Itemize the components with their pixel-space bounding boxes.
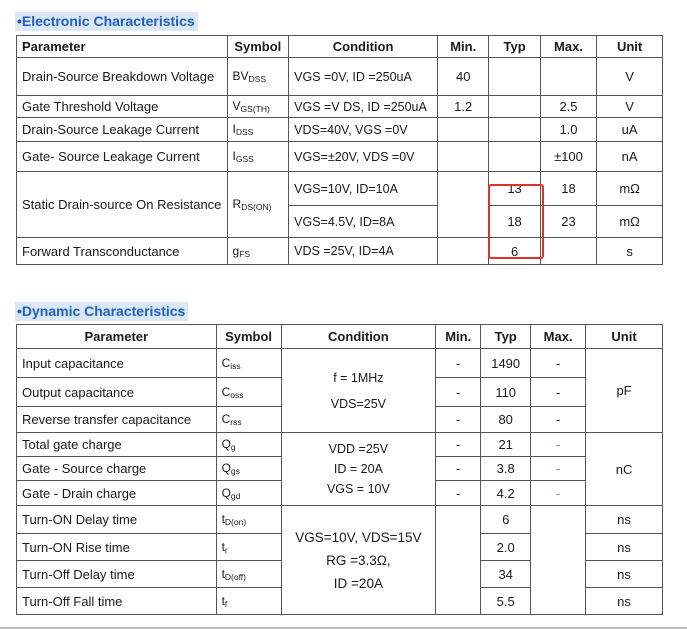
symbol-cell: $V_{GS(TH)}$: [227, 96, 289, 118]
max-cell: [531, 506, 586, 615]
symbol-cell: $BV_{DSS}$: [227, 58, 289, 96]
unit-cell: nA: [597, 142, 663, 172]
col-header-max: Max.: [531, 325, 586, 349]
symbol-cell: $t_{D(on)}$: [216, 506, 281, 534]
capacitance-condition-cell: f = 1MHz VDS=25V: [281, 349, 436, 433]
unit-cell: ns: [586, 534, 663, 561]
gate-charge-unit-cell: nC: [586, 433, 663, 506]
condition-cell: VDS=40V, VGS =0V: [289, 118, 438, 142]
min-cell: 40: [438, 58, 489, 96]
param-cell: Static Drain-source On Resistance: [17, 172, 228, 238]
table-header-row: [17, 325, 663, 349]
max-cell: -: [531, 433, 586, 457]
col-header-unit: Unit: [597, 36, 663, 58]
max-cell: [540, 238, 596, 265]
table-row: [17, 58, 663, 96]
table-row: [17, 349, 663, 378]
col-header-symbol: Symbol: [227, 36, 289, 58]
col-header-typ: Typ: [489, 36, 540, 58]
symbol-cell: $Q_{gs}$: [216, 457, 281, 481]
symbol-cell: $R_{DS(ON)}$: [227, 172, 289, 238]
symbol-cell: $Q_{gd}$: [216, 481, 281, 506]
dynamic-table: [16, 324, 663, 615]
max-cell: -: [531, 349, 586, 378]
param-cell: Gate - Source charge: [17, 457, 217, 481]
symbol-cell: $C_{iss}$: [216, 349, 281, 378]
typ-cell: [489, 142, 540, 172]
max-cell: -: [531, 378, 586, 407]
min-cell: 1.2: [438, 96, 489, 118]
table-row: [17, 142, 663, 172]
symbol-cell: $Q_g$: [216, 433, 281, 457]
col-header-unit: Unit: [586, 325, 663, 349]
min-cell: [438, 118, 489, 142]
typ-cell: [489, 118, 540, 142]
param-cell: Total gate charge: [17, 433, 217, 457]
table-row: [17, 506, 663, 534]
typ-cell: 4.2: [481, 481, 531, 506]
condition-cell: VGS=4.5V, ID=8A: [289, 206, 438, 238]
max-cell: -: [531, 457, 586, 481]
max-cell: [540, 58, 596, 96]
typ-cell: [489, 58, 540, 96]
table-row: [17, 238, 663, 265]
unit-cell: V: [597, 96, 663, 118]
col-header-min: Min.: [436, 325, 481, 349]
typ-cell: 2.0: [481, 534, 531, 561]
min-cell: -: [436, 433, 481, 457]
param-cell: Gate- Source Leakage Current: [17, 142, 228, 172]
max-cell: 1.0: [540, 118, 596, 142]
param-cell: Turn-ON Rise time: [17, 534, 217, 561]
unit-cell: ns: [586, 588, 663, 615]
param-cell: Drain-Source Breakdown Voltage: [17, 58, 228, 96]
col-header-symbol: Symbol: [216, 325, 281, 349]
param-cell: Reverse transfer capacitance: [17, 407, 217, 433]
min-cell: -: [436, 378, 481, 407]
symbol-cell: $I_{GSS}$: [227, 142, 289, 172]
typ-cell: 6: [489, 238, 540, 265]
symbol-cell: $t_{D(off)}$: [216, 561, 281, 588]
max-cell: 18: [540, 172, 596, 206]
condition-cell: VGS=10V, ID=10A: [289, 172, 438, 206]
min-cell: -: [436, 407, 481, 433]
col-header-condition: Condition: [289, 36, 438, 58]
symbol-cell: $C_{rss}$: [216, 407, 281, 433]
table-row: [17, 172, 663, 206]
typ-cell: 21: [481, 433, 531, 457]
unit-cell: mΩ: [597, 206, 663, 238]
param-cell: Forward Transconductance: [17, 238, 228, 265]
param-cell: Input capacitance: [17, 349, 217, 378]
min-cell: [438, 172, 489, 238]
typ-cell: 6: [481, 506, 531, 534]
typ-cell: 80: [481, 407, 531, 433]
min-cell: [438, 142, 489, 172]
unit-cell: ns: [586, 561, 663, 588]
table-row: [17, 433, 663, 457]
condition-cell: VGS =V DS, ID =250uA: [289, 96, 438, 118]
max-cell: 2.5: [540, 96, 596, 118]
max-cell: -: [531, 481, 586, 506]
table-header-row: [17, 36, 663, 58]
table-row: [17, 118, 663, 142]
symbol-cell: $t_f$: [216, 588, 281, 615]
param-cell: Turn-Off Delay time: [17, 561, 217, 588]
symbol-cell: $g_{FS}$: [227, 238, 289, 265]
param-cell: Turn-ON Delay time: [17, 506, 217, 534]
typ-cell: 18: [489, 206, 540, 238]
electronic-table: [16, 35, 663, 265]
col-header-condition: Condition: [281, 325, 436, 349]
typ-cell: 34: [481, 561, 531, 588]
capacitance-unit-cell: pF: [586, 349, 663, 433]
col-header-parameter: Parameter: [17, 36, 228, 58]
electronic-section-title: •Electronic Characteristics: [15, 12, 198, 31]
param-cell: Output capacitance: [17, 378, 217, 407]
unit-cell: ns: [586, 506, 663, 534]
typ-cell: 1490: [481, 349, 531, 378]
col-header-typ: Typ: [481, 325, 531, 349]
param-cell: Drain-Source Leakage Current: [17, 118, 228, 142]
symbol-cell: $I_{DSS}$: [227, 118, 289, 142]
typ-cell: 13: [489, 172, 540, 206]
param-cell: Gate Threshold Voltage: [17, 96, 228, 118]
max-cell: ±100: [540, 142, 596, 172]
param-cell: Turn-Off Fall time: [17, 588, 217, 615]
condition-cell: VDS =25V, ID=4A: [289, 238, 438, 265]
typ-cell: [489, 96, 540, 118]
symbol-cell: $t_r$: [216, 534, 281, 561]
gate-charge-condition-cell: VDD =25V ID = 20A VGS = 10V: [281, 433, 436, 506]
col-header-max: Max.: [540, 36, 596, 58]
symbol-cell: $C_{oss}$: [216, 378, 281, 407]
typ-cell: 110: [481, 378, 531, 407]
max-cell: 23: [540, 206, 596, 238]
unit-cell: uA: [597, 118, 663, 142]
col-header-min: Min.: [438, 36, 489, 58]
table-row: [17, 96, 663, 118]
param-cell: Gate - Drain charge: [17, 481, 217, 506]
switching-condition-cell: VGS=10V, VDS=15V RG =3.3Ω, ID =20A: [281, 506, 436, 615]
min-cell: -: [436, 457, 481, 481]
min-cell: -: [436, 481, 481, 506]
typ-cell: 3.8: [481, 457, 531, 481]
max-cell: -: [531, 407, 586, 433]
typ-cell: 5.5: [481, 588, 531, 615]
condition-cell: VGS =0V, ID =250uA: [289, 58, 438, 96]
dynamic-section-title: •Dynamic Characteristics: [15, 302, 188, 321]
min-cell: [438, 238, 489, 265]
col-header-parameter: Parameter: [17, 325, 217, 349]
unit-cell: V: [597, 58, 663, 96]
min-cell: [436, 506, 481, 615]
condition-cell: VGS=±20V, VDS =0V: [289, 142, 438, 172]
unit-cell: s: [597, 238, 663, 265]
unit-cell: mΩ: [597, 172, 663, 206]
min-cell: -: [436, 349, 481, 378]
